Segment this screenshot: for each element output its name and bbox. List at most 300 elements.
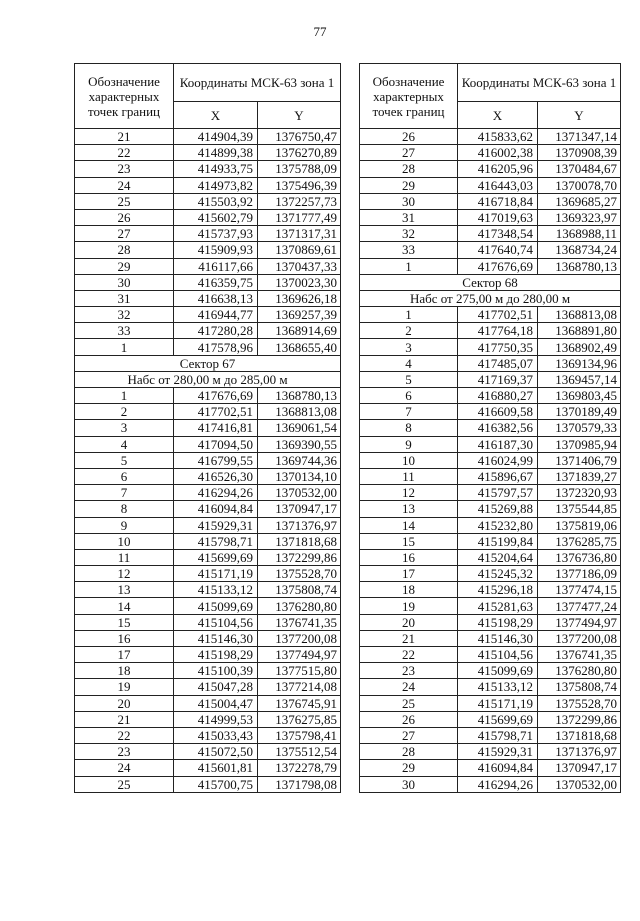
table-row	[360, 323, 621, 339]
x-cell: 415503,92	[174, 193, 258, 209]
x-cell: 415797,57	[458, 485, 538, 501]
table-row	[75, 485, 341, 501]
point-cell: 2	[75, 404, 174, 420]
x-cell: 417578,96	[174, 339, 258, 355]
y-cell: 1376280,80	[258, 598, 341, 614]
y-cell: 1369323,97	[538, 209, 621, 225]
point-cell: 25	[75, 776, 174, 792]
x-cell: 414899,38	[174, 145, 258, 161]
table-row	[360, 177, 621, 193]
point-cell: 33	[360, 242, 458, 258]
table-row	[75, 226, 341, 242]
y-cell: 1375788,09	[258, 161, 341, 177]
x-cell: 417280,28	[174, 323, 258, 339]
y-cell: 1372320,93	[538, 485, 621, 501]
table-row	[75, 468, 341, 484]
table-row	[360, 598, 621, 614]
x-cell: 415929,31	[458, 744, 538, 760]
point-cell: 3	[75, 420, 174, 436]
table-row	[75, 501, 341, 517]
y-cell: 1375798,41	[258, 727, 341, 743]
point-cell: 25	[75, 193, 174, 209]
y-cell: 1377200,08	[258, 630, 341, 646]
x-cell: 415033,43	[174, 727, 258, 743]
y-cell: 1376745,91	[258, 695, 341, 711]
y-cell: 1370985,94	[538, 436, 621, 452]
table-row	[360, 647, 621, 663]
x-cell: 415198,29	[174, 647, 258, 663]
y-cell: 1370947,17	[258, 501, 341, 517]
x-cell: 415737,93	[174, 226, 258, 242]
table-row	[360, 242, 621, 258]
x-cell: 416638,13	[174, 290, 258, 306]
x-cell: 417702,51	[458, 307, 538, 323]
table-row	[360, 711, 621, 727]
point-cell: 6	[75, 468, 174, 484]
point-cell: 16	[360, 549, 458, 565]
table-row	[75, 549, 341, 565]
point-cell: 18	[75, 663, 174, 679]
y-cell: 1370023,30	[258, 274, 341, 290]
x-cell: 415198,29	[458, 614, 538, 630]
y-cell: 1377200,08	[538, 630, 621, 646]
point-cell: 20	[360, 614, 458, 630]
x-cell: 415245,32	[458, 566, 538, 582]
point-cell: 9	[360, 436, 458, 452]
x-cell: 415171,19	[174, 566, 258, 582]
table-row	[360, 258, 621, 274]
y-cell: 1370532,00	[258, 485, 341, 501]
table-row	[75, 388, 341, 404]
y-cell: 1369803,45	[538, 388, 621, 404]
table-row	[75, 614, 341, 630]
point-cell: 11	[75, 549, 174, 565]
table-row	[360, 371, 621, 387]
x-cell: 415104,56	[458, 647, 538, 663]
point-cell: 1	[75, 339, 174, 355]
x-cell: 416117,66	[174, 258, 258, 274]
table-row	[360, 129, 621, 145]
x-cell: 415146,30	[174, 630, 258, 646]
section-label: Набс от 280,00 м до 285,00 м	[75, 371, 341, 387]
x-cell: 415798,71	[174, 533, 258, 549]
y-cell: 1370869,61	[258, 242, 341, 258]
table-row	[75, 129, 341, 145]
x-cell: 417348,54	[458, 226, 538, 242]
column-header-x: X	[174, 102, 258, 129]
column-header-y: Y	[538, 102, 621, 129]
y-cell: 1368914,69	[258, 323, 341, 339]
x-cell: 416944,77	[174, 307, 258, 323]
table-row	[75, 517, 341, 533]
y-cell: 1370484,67	[538, 161, 621, 177]
x-cell: 417640,74	[458, 242, 538, 258]
x-cell: 415072,50	[174, 744, 258, 760]
table-row	[360, 566, 621, 582]
point-cell: 8	[360, 420, 458, 436]
column-header-coordinates: Координаты МСК-63 зона 1	[458, 64, 621, 102]
x-cell: 415004,47	[174, 695, 258, 711]
x-cell: 416526,30	[174, 468, 258, 484]
table-row	[360, 145, 621, 161]
point-cell: 28	[75, 242, 174, 258]
x-cell: 415099,69	[458, 663, 538, 679]
point-cell: 26	[360, 711, 458, 727]
point-cell: 24	[360, 679, 458, 695]
y-cell: 1370437,33	[258, 258, 341, 274]
x-cell: 416024,99	[458, 452, 538, 468]
x-cell: 417764,18	[458, 323, 538, 339]
point-cell: 32	[75, 307, 174, 323]
table-row	[75, 711, 341, 727]
point-cell: 26	[75, 209, 174, 225]
point-cell: 24	[75, 760, 174, 776]
point-cell: 10	[360, 452, 458, 468]
y-cell: 1375512,54	[258, 744, 341, 760]
table-row	[360, 420, 621, 436]
x-cell: 416094,84	[458, 760, 538, 776]
y-cell: 1368813,08	[538, 307, 621, 323]
table-row	[360, 193, 621, 209]
table-row	[360, 727, 621, 743]
table-row	[360, 695, 621, 711]
point-cell: 22	[360, 647, 458, 663]
y-cell: 1377477,24	[538, 598, 621, 614]
point-cell: 22	[75, 727, 174, 743]
point-cell: 19	[360, 598, 458, 614]
point-cell: 16	[75, 630, 174, 646]
point-cell: 20	[75, 695, 174, 711]
table-row	[75, 566, 341, 582]
x-cell: 416359,75	[174, 274, 258, 290]
point-cell: 19	[75, 679, 174, 695]
y-cell: 1372257,73	[258, 193, 341, 209]
y-cell: 1371839,27	[538, 468, 621, 484]
table-row	[360, 436, 621, 452]
y-cell: 1375528,70	[258, 566, 341, 582]
point-cell: 33	[75, 323, 174, 339]
x-cell: 414904,39	[174, 129, 258, 145]
point-cell: 30	[360, 776, 458, 792]
table-row	[360, 468, 621, 484]
y-cell: 1368734,24	[538, 242, 621, 258]
point-cell: 1	[75, 388, 174, 404]
x-cell: 415833,62	[458, 129, 538, 145]
column-header-y: Y	[258, 102, 341, 129]
x-cell: 416294,26	[458, 776, 538, 792]
y-cell: 1370947,17	[538, 760, 621, 776]
y-cell: 1369134,96	[538, 355, 621, 371]
point-cell: 27	[75, 226, 174, 242]
y-cell: 1375808,74	[538, 679, 621, 695]
point-cell: 17	[75, 647, 174, 663]
x-cell: 415047,28	[174, 679, 258, 695]
table-row	[75, 323, 341, 339]
y-cell: 1377186,09	[538, 566, 621, 582]
table-row	[360, 307, 621, 323]
y-cell: 1372299,86	[258, 549, 341, 565]
point-cell: 13	[360, 501, 458, 517]
y-cell: 1368655,40	[258, 339, 341, 355]
point-cell: 5	[360, 371, 458, 387]
y-cell: 1375496,39	[258, 177, 341, 193]
point-cell: 30	[360, 193, 458, 209]
point-cell: 11	[360, 468, 458, 484]
table-row	[75, 290, 341, 306]
point-cell: 28	[360, 744, 458, 760]
table-row	[360, 209, 621, 225]
y-cell: 1372299,86	[538, 711, 621, 727]
x-cell: 417676,69	[174, 388, 258, 404]
table-row	[75, 582, 341, 598]
table-row	[360, 549, 621, 565]
x-cell: 417416,81	[174, 420, 258, 436]
y-cell: 1375544,85	[538, 501, 621, 517]
y-cell: 1376750,47	[258, 129, 341, 145]
table-row	[360, 760, 621, 776]
table-row	[360, 501, 621, 517]
table-row	[360, 630, 621, 646]
y-cell: 1376270,89	[258, 145, 341, 161]
y-cell: 1377494,97	[258, 647, 341, 663]
table-row	[75, 209, 341, 225]
x-cell: 415699,69	[458, 711, 538, 727]
y-cell: 1369390,55	[258, 436, 341, 452]
point-cell: 18	[360, 582, 458, 598]
y-cell: 1371818,68	[258, 533, 341, 549]
x-cell: 417169,37	[458, 371, 538, 387]
x-cell: 417676,69	[458, 258, 538, 274]
point-cell: 7	[360, 404, 458, 420]
y-cell: 1370189,49	[538, 404, 621, 420]
y-cell: 1376280,80	[538, 663, 621, 679]
point-cell: 7	[75, 485, 174, 501]
y-cell: 1376285,75	[538, 533, 621, 549]
y-cell: 1368780,13	[538, 258, 621, 274]
point-cell: 12	[75, 566, 174, 582]
point-cell: 6	[360, 388, 458, 404]
table-row	[75, 727, 341, 743]
section-label: Сектор 67	[75, 355, 341, 371]
table-row	[360, 404, 621, 420]
x-cell: 417702,51	[174, 404, 258, 420]
table-row	[360, 533, 621, 549]
y-cell: 1369061,54	[258, 420, 341, 436]
page-number: 77	[313, 24, 327, 39]
table-row	[75, 663, 341, 679]
x-cell: 416205,96	[458, 161, 538, 177]
x-cell: 416002,38	[458, 145, 538, 161]
y-cell: 1370532,00	[538, 776, 621, 792]
point-cell: 4	[360, 355, 458, 371]
y-cell: 1376275,85	[258, 711, 341, 727]
table-row	[360, 517, 621, 533]
x-cell: 416294,26	[174, 485, 258, 501]
x-cell: 416609,58	[458, 404, 538, 420]
table-row	[75, 776, 341, 792]
x-cell: 416094,84	[174, 501, 258, 517]
y-cell: 1368813,08	[258, 404, 341, 420]
x-cell: 414973,82	[174, 177, 258, 193]
y-cell: 1371376,97	[538, 744, 621, 760]
table-row	[75, 436, 341, 452]
x-cell: 415232,80	[458, 517, 538, 533]
x-cell: 415171,19	[458, 695, 538, 711]
point-cell: 21	[360, 630, 458, 646]
point-cell: 1	[360, 258, 458, 274]
y-cell: 1369744,36	[258, 452, 341, 468]
point-cell: 1	[360, 307, 458, 323]
point-cell: 22	[75, 145, 174, 161]
point-cell: 9	[75, 517, 174, 533]
x-cell: 415602,79	[174, 209, 258, 225]
table-row	[360, 339, 621, 355]
y-cell: 1371777,49	[258, 209, 341, 225]
y-cell: 1368902,49	[538, 339, 621, 355]
table-row	[360, 355, 621, 371]
column-header-point: Обозначение характерных точек границ	[360, 64, 458, 129]
table-row	[75, 242, 341, 258]
table-row	[75, 274, 341, 290]
y-cell: 1377515,80	[258, 663, 341, 679]
column-header-x: X	[458, 102, 538, 129]
table-row	[75, 339, 341, 355]
y-cell: 1371406,79	[538, 452, 621, 468]
table-row	[75, 679, 341, 695]
x-cell: 417750,35	[458, 339, 538, 355]
point-cell: 21	[75, 711, 174, 727]
point-cell: 27	[360, 727, 458, 743]
point-cell: 29	[360, 760, 458, 776]
table-row	[75, 161, 341, 177]
x-cell: 415700,75	[174, 776, 258, 792]
x-cell: 415896,67	[458, 468, 538, 484]
y-cell: 1370134,10	[258, 468, 341, 484]
point-cell: 32	[360, 226, 458, 242]
table-row	[75, 258, 341, 274]
x-cell: 417019,63	[458, 209, 538, 225]
y-cell: 1371317,31	[258, 226, 341, 242]
point-cell: 29	[75, 258, 174, 274]
x-cell: 415798,71	[458, 727, 538, 743]
point-cell: 28	[360, 161, 458, 177]
table-row	[75, 420, 341, 436]
point-cell: 15	[75, 614, 174, 630]
y-cell: 1369685,27	[538, 193, 621, 209]
x-cell: 415133,12	[458, 679, 538, 695]
table-row	[360, 452, 621, 468]
section-row	[75, 355, 341, 371]
point-cell: 31	[360, 209, 458, 225]
x-cell: 415199,84	[458, 533, 538, 549]
point-cell: 5	[75, 452, 174, 468]
point-cell: 14	[75, 598, 174, 614]
point-cell: 14	[360, 517, 458, 533]
x-cell: 417485,07	[458, 355, 538, 371]
coordinates-table-left	[74, 63, 341, 793]
table-row	[360, 485, 621, 501]
point-cell: 3	[360, 339, 458, 355]
point-cell: 23	[75, 161, 174, 177]
x-cell: 415281,63	[458, 598, 538, 614]
point-cell: 4	[75, 436, 174, 452]
y-cell: 1370908,39	[538, 145, 621, 161]
y-cell: 1372278,79	[258, 760, 341, 776]
table-row	[75, 744, 341, 760]
x-cell: 416718,84	[458, 193, 538, 209]
table-row	[360, 744, 621, 760]
section-row	[75, 371, 341, 387]
table-row	[75, 404, 341, 420]
column-header-point: Обозначение характерных точек границ	[75, 64, 174, 129]
point-cell: 17	[360, 566, 458, 582]
point-cell: 26	[360, 129, 458, 145]
x-cell: 415909,93	[174, 242, 258, 258]
y-cell: 1376741,35	[538, 647, 621, 663]
y-cell: 1377474,15	[538, 582, 621, 598]
y-cell: 1369457,14	[538, 371, 621, 387]
point-cell: 8	[75, 501, 174, 517]
table-row	[360, 776, 621, 792]
y-cell: 1377494,97	[538, 614, 621, 630]
table-row	[75, 145, 341, 161]
table-row	[75, 647, 341, 663]
x-cell: 415104,56	[174, 614, 258, 630]
point-cell: 31	[75, 290, 174, 306]
x-cell: 416799,55	[174, 452, 258, 468]
section-label: Сектор 68	[360, 274, 621, 290]
x-cell: 414933,75	[174, 161, 258, 177]
table-row	[75, 177, 341, 193]
coordinates-table-right	[359, 63, 621, 793]
section-label: Набс от 275,00 м до 280,00 м	[360, 290, 621, 306]
point-cell: 29	[360, 177, 458, 193]
x-cell: 415146,30	[458, 630, 538, 646]
table-row	[75, 630, 341, 646]
table-row	[75, 307, 341, 323]
table-row	[75, 760, 341, 776]
y-cell: 1376736,80	[538, 549, 621, 565]
x-cell: 414999,53	[174, 711, 258, 727]
y-cell: 1368988,11	[538, 226, 621, 242]
point-cell: 13	[75, 582, 174, 598]
x-cell: 416443,03	[458, 177, 538, 193]
y-cell: 1368891,80	[538, 323, 621, 339]
table-row	[75, 533, 341, 549]
x-cell: 415296,18	[458, 582, 538, 598]
x-cell: 417094,50	[174, 436, 258, 452]
x-cell: 415601,81	[174, 760, 258, 776]
y-cell: 1375528,70	[538, 695, 621, 711]
y-cell: 1371347,14	[538, 129, 621, 145]
x-cell: 415099,69	[174, 598, 258, 614]
y-cell: 1371818,68	[538, 727, 621, 743]
point-cell: 10	[75, 533, 174, 549]
section-row	[360, 274, 621, 290]
table-row	[360, 679, 621, 695]
table-row	[360, 226, 621, 242]
table-row	[75, 452, 341, 468]
y-cell: 1370579,33	[538, 420, 621, 436]
x-cell: 415204,64	[458, 549, 538, 565]
y-cell: 1375819,06	[538, 517, 621, 533]
table-row	[360, 582, 621, 598]
y-cell: 1369257,39	[258, 307, 341, 323]
y-cell: 1375808,74	[258, 582, 341, 598]
section-row	[360, 290, 621, 306]
table-row	[75, 598, 341, 614]
x-cell: 416880,27	[458, 388, 538, 404]
